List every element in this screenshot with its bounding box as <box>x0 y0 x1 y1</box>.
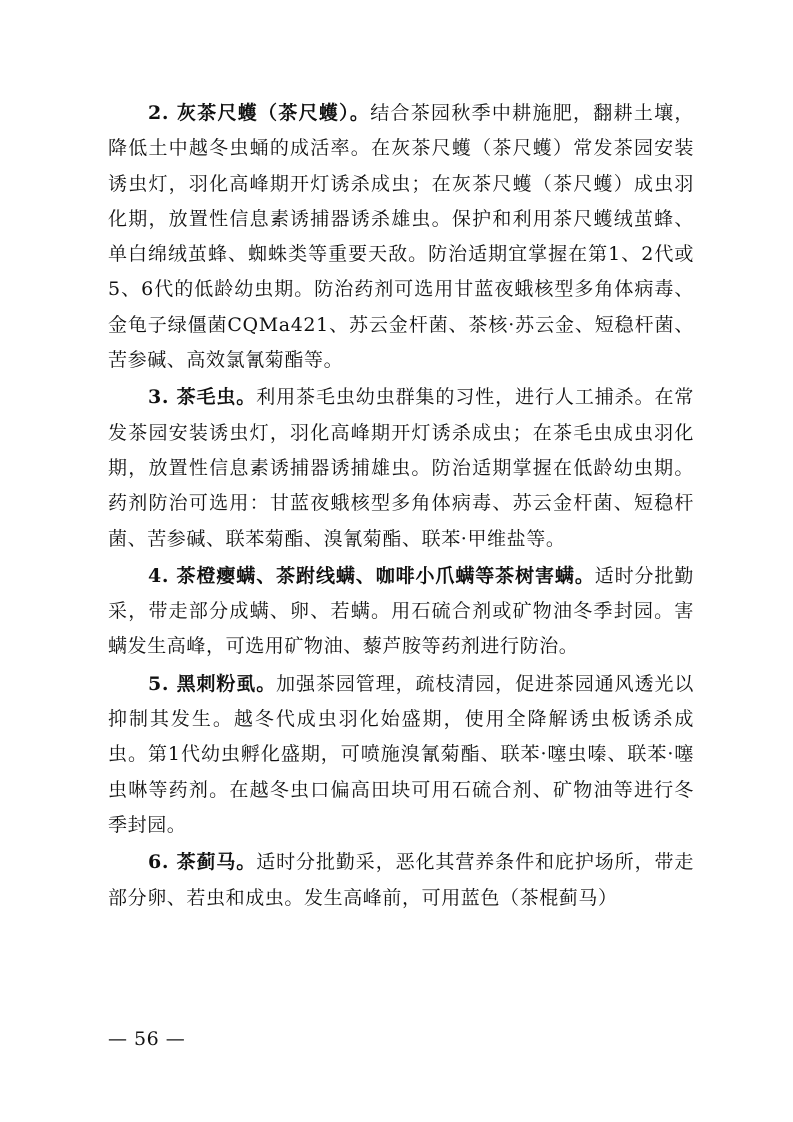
paragraph-text: 利用茶毛虫幼虫群集的习性，进行人工捕杀。在常发茶园安装诱虫灯，羽化高峰期开灯诱杀成虫；在茶毛虫成虫羽化期，放置性信息素诱捕器诱捕雄虫。防治适期掌握在低龄幼虫期。药剂防治可选用：甘蓝夜蛾核型多角体病毒、苏云金杆菌、短稳杆菌、苦参碱、联苯菊酯、溴氰菊酯、联苯·甲维盐等。 <box>108 386 694 550</box>
paragraph-heading: 5. 黑刺粉虱。 <box>148 672 277 695</box>
paragraph-heading: 3. 茶毛虫。 <box>148 386 257 409</box>
page-number: — 56 — <box>108 1028 186 1050</box>
paragraph-tea-caterpillar <box>108 380 694 556</box>
paragraph-text: 适时分批勤采，恶化其营养条件和庇护场所，带走部分卵、若虫和成虫。发生高峰前，可用蓝色（茶棍蓟马） <box>108 851 694 909</box>
paragraph-gray-tea-looper <box>108 96 694 378</box>
paragraph-text: 适时分批勤采，带走部分成螨、卵、若螨。用石硫合剂或矿物油冬季封园。害螨发生高峰，可选用矿物油、藜芦胺等药剂进行防治。 <box>108 564 694 658</box>
paragraph-text: 结合茶园秋季中耕施肥，翻耕土壤，降低土中越冬虫蛹的成活率。在灰茶尺蠖（茶尺蠖）常发茶园安装诱虫灯，羽化高峰期开灯诱杀成虫；在灰茶尺蠖（茶尺蠖）成虫羽化期，放置性信息素诱捕器诱杀雄虫。保护和利用茶尺蠖绒茧蜂、单白绵绒茧蜂、蜘蛛类等重要天敌。防治适期宜掌握在第1、2代或5、6代的低龄幼虫期。防治药剂可选用甘蓝夜蛾核型多角体病毒、金龟子绿僵菌CQMa421、苏云金杆菌、茶核·苏云金、短稳杆菌、苦参碱、高效氯氰菊酯等。 <box>108 102 694 372</box>
paragraph-text: 加强茶园管理，疏枝清园，促进茶园通风透光以抑制其发生。越冬代成虫羽化始盛期，使用全降解诱虫板诱杀成虫。第1代幼虫孵化盛期，可喷施溴氰菊酯、联苯·噻虫嗪、联苯·噻虫啉等药剂。在越冬虫口偏高田块可用石硫合剂、矿物油等进行冬季封园。 <box>108 672 695 836</box>
paragraph-tea-mites <box>108 559 694 665</box>
paragraph-tea-thrips <box>108 845 694 916</box>
document-body <box>108 96 694 918</box>
paragraph-heading: 6. 茶蓟马。 <box>148 851 257 874</box>
paragraph-blackfly <box>108 667 694 843</box>
paragraph-heading: 4. 茶橙瘿螨、茶跗线螨、咖啡小爪螨等茶树害螨。 <box>148 564 595 587</box>
paragraph-heading: 2. 灰茶尺蠖（茶尺蠖）。 <box>148 102 371 124</box>
